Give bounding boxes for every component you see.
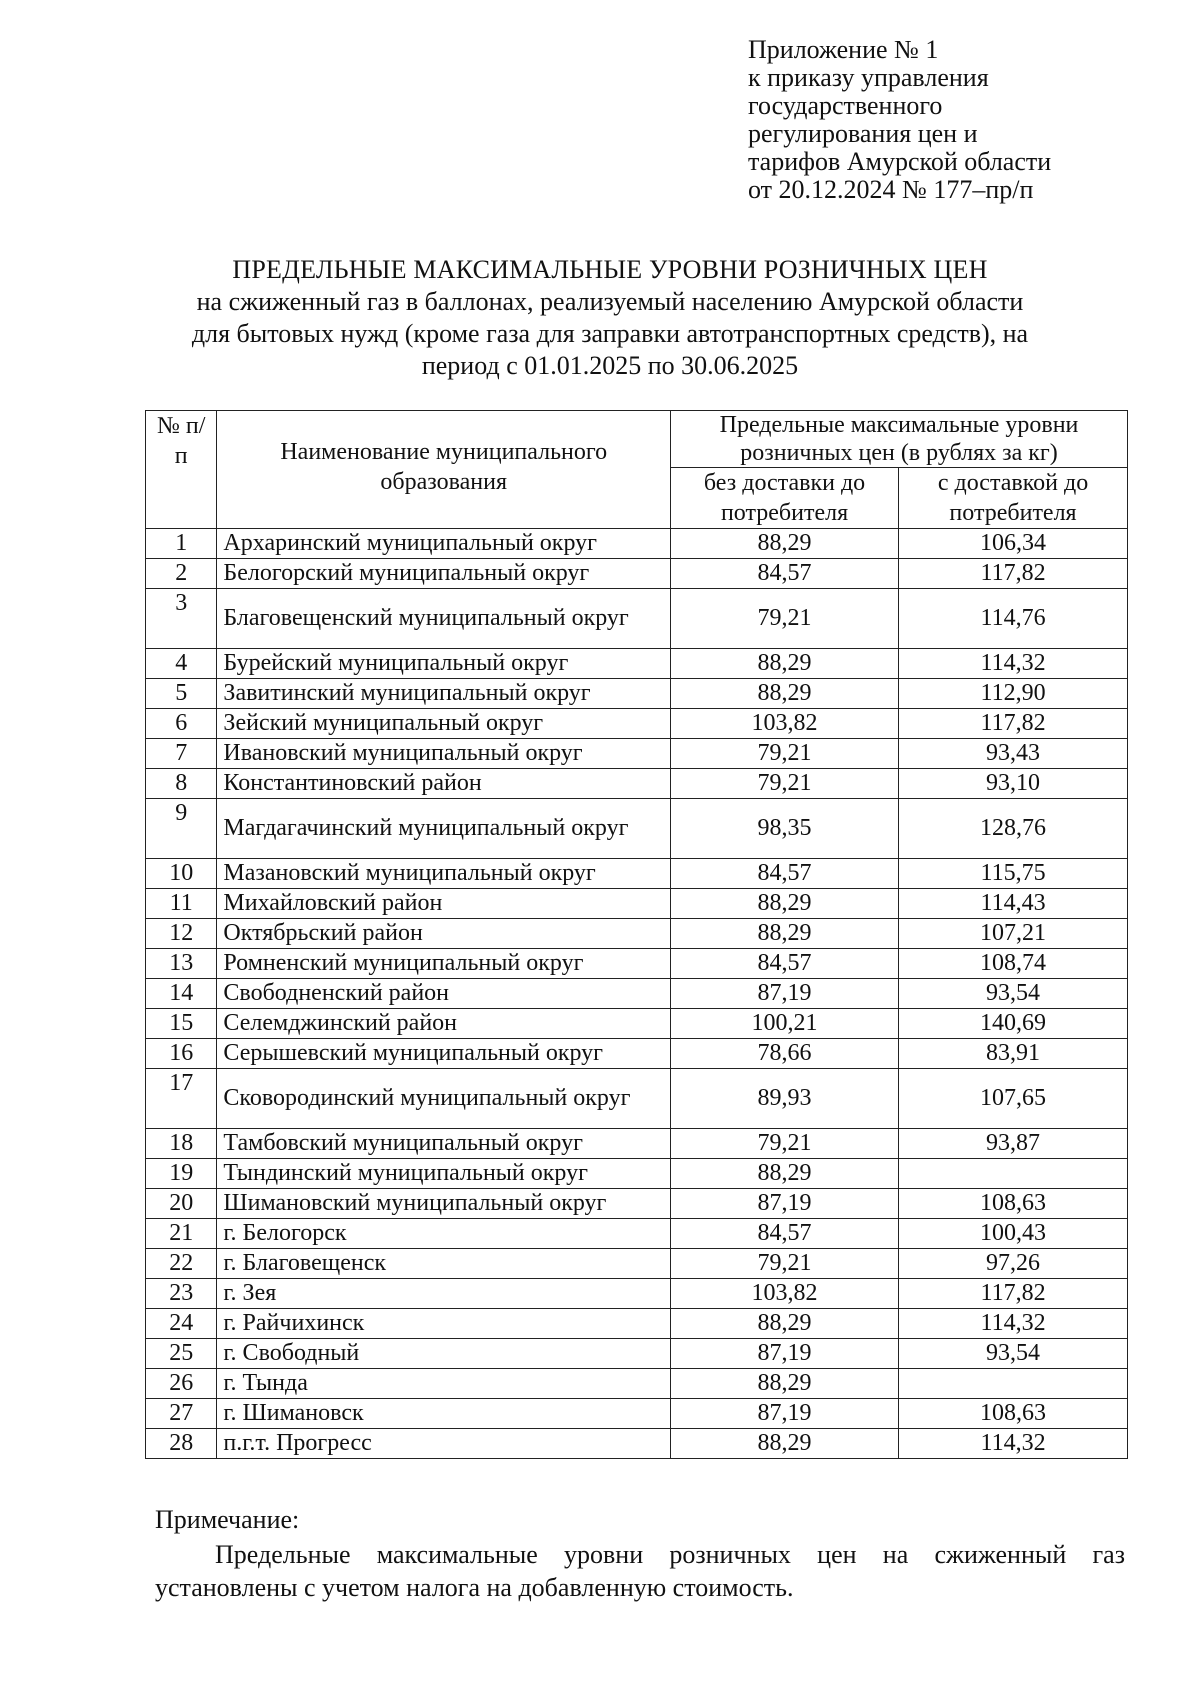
price-with-delivery-cell: 140,69 (899, 1009, 1128, 1039)
municipality-name-cell: Магдагачинский муниципальный округ (217, 799, 671, 859)
price-without-delivery-cell: 87,19 (671, 1399, 899, 1429)
price-with-delivery-cell: 117,82 (899, 709, 1128, 739)
municipality-name-cell: Тындинский муниципальный округ (217, 1159, 671, 1189)
document-title (130, 254, 1090, 382)
table-row (146, 1279, 1128, 1309)
title-heading: ПРЕДЕЛЬНЫЕ МАКСИМАЛЬНЫЕ УРОВНИ РОЗНИЧНЫХ ЦЕН (232, 255, 988, 284)
price-without-delivery-cell: 87,19 (671, 1189, 899, 1219)
table-row (146, 1309, 1128, 1339)
row-number-cell: 5 (146, 679, 217, 709)
municipality-name-cell: Октябрьский район (217, 919, 671, 949)
table-row (146, 979, 1128, 1009)
municipality-name-cell: Архаринский муниципальный округ (217, 529, 671, 559)
price-without-delivery-cell: 103,82 (671, 709, 899, 739)
municipality-name-cell: Ромненский муниципальный округ (217, 949, 671, 979)
table-row (146, 1399, 1128, 1429)
row-number-cell: 22 (146, 1249, 217, 1279)
municipality-name-cell: Благовещенский муниципальный округ (217, 589, 671, 649)
row-number-cell: 28 (146, 1429, 217, 1459)
table-row (146, 769, 1128, 799)
price-with-delivery-cell: 107,65 (899, 1069, 1128, 1129)
appendix-line: тарифов Амурской области (748, 147, 1052, 176)
table-row (146, 1189, 1128, 1219)
table-row (146, 709, 1128, 739)
municipality-name-cell: г. Свободный (217, 1339, 671, 1369)
table-row (146, 859, 1128, 889)
row-number-cell: 16 (146, 1039, 217, 1069)
price-without-delivery-cell: 89,93 (671, 1069, 899, 1129)
header-name: Наименование муниципального образования (217, 411, 671, 529)
price-with-delivery-cell: 114,32 (899, 1309, 1128, 1339)
table-row (146, 1369, 1128, 1399)
price-without-delivery-cell: 79,21 (671, 739, 899, 769)
price-with-delivery-cell: 114,76 (899, 589, 1128, 649)
row-number-cell: 15 (146, 1009, 217, 1039)
appendix-line: к приказу управления (748, 63, 989, 92)
price-with-delivery-cell: 93,54 (899, 1339, 1128, 1369)
note-label: Примечание: (155, 1505, 300, 1534)
table-row (146, 1129, 1128, 1159)
price-without-delivery-cell: 84,57 (671, 559, 899, 589)
price-without-delivery-cell: 78,66 (671, 1039, 899, 1069)
table-row (146, 1159, 1128, 1189)
price-without-delivery-cell: 100,21 (671, 1009, 899, 1039)
row-number-cell: 18 (146, 1129, 217, 1159)
note-text: Предельные максимальные уровни розничных цен на сжиженный газ установлены с учетом налога на добавленную стоимость. (155, 1540, 1125, 1602)
row-number-cell: 19 (146, 1159, 217, 1189)
price-with-delivery-cell: 115,75 (899, 859, 1128, 889)
row-number-cell: 12 (146, 919, 217, 949)
table-row (146, 799, 1128, 859)
municipality-name-cell: Михайловский район (217, 889, 671, 919)
price-without-delivery-cell: 88,29 (671, 529, 899, 559)
municipality-name-cell: Завитинский муниципальный округ (217, 679, 671, 709)
municipality-name-cell: Бурейский муниципальный округ (217, 649, 671, 679)
price-without-delivery-cell: 88,29 (671, 1369, 899, 1399)
price-with-delivery-cell: 107,21 (899, 919, 1128, 949)
price-without-delivery-cell: 103,82 (671, 1279, 899, 1309)
table-row (146, 559, 1128, 589)
price-with-delivery-cell: 93,87 (899, 1129, 1128, 1159)
price-with-delivery-cell: 112,90 (899, 679, 1128, 709)
municipality-name-cell: Свободненский район (217, 979, 671, 1009)
row-number-cell: 10 (146, 859, 217, 889)
price-without-delivery-cell: 84,57 (671, 1219, 899, 1249)
header-without-delivery: без доставки до потребителя (671, 468, 899, 529)
row-number-cell: 13 (146, 949, 217, 979)
price-with-delivery-cell: 114,32 (899, 1429, 1128, 1459)
municipality-name-cell: Сковородинский муниципальный округ (217, 1069, 671, 1129)
price-without-delivery-cell: 88,29 (671, 649, 899, 679)
price-with-delivery-cell: 100,43 (899, 1219, 1128, 1249)
price-with-delivery-cell: 93,10 (899, 769, 1128, 799)
row-number-cell: 9 (146, 799, 217, 859)
municipality-name-cell: Тамбовский муниципальный округ (217, 1129, 671, 1159)
row-number-cell: 27 (146, 1399, 217, 1429)
price-without-delivery-cell: 88,29 (671, 1159, 899, 1189)
title-subline: для бытовых нужд (кроме газа для заправки автотранспортных средств), на (191, 319, 1029, 348)
table-row (146, 1069, 1128, 1129)
price-without-delivery-cell: 88,29 (671, 889, 899, 919)
municipality-name-cell: Ивановский муниципальный округ (217, 739, 671, 769)
row-number-cell: 25 (146, 1339, 217, 1369)
appendix-line: от 20.12.2024 № 177–пр/п (748, 175, 1034, 204)
price-with-delivery-cell: 83,91 (899, 1039, 1128, 1069)
table-row (146, 1339, 1128, 1369)
header-price-group: Предельные максимальные уровни розничных цен (в рублях за кг) (671, 411, 1128, 468)
price-with-delivery-cell: 108,74 (899, 949, 1128, 979)
municipality-name-cell: г. Белогорск (217, 1219, 671, 1249)
price-with-delivery-cell: 97,26 (899, 1249, 1128, 1279)
price-with-delivery-cell: 93,54 (899, 979, 1128, 1009)
table-row (146, 919, 1128, 949)
municipality-name-cell: Серышевский муниципальный округ (217, 1039, 671, 1069)
table-row (146, 1249, 1128, 1279)
table-row (146, 1219, 1128, 1249)
table-row (146, 589, 1128, 649)
price-table-body (146, 529, 1128, 1459)
price-with-delivery-cell: 93,43 (899, 739, 1128, 769)
header-num: № п/п (146, 411, 217, 529)
row-number-cell: 7 (146, 739, 217, 769)
price-with-delivery-cell: 114,43 (899, 889, 1128, 919)
municipality-name-cell: г. Райчихинск (217, 1309, 671, 1339)
table-row (146, 529, 1128, 559)
row-number-cell: 21 (146, 1219, 217, 1249)
row-number-cell: 11 (146, 889, 217, 919)
table-row (146, 679, 1128, 709)
price-with-delivery-cell: 108,63 (899, 1399, 1128, 1429)
table-row (146, 1039, 1128, 1069)
price-without-delivery-cell: 84,57 (671, 949, 899, 979)
table-row (146, 949, 1128, 979)
appendix-reference (748, 36, 1168, 204)
price-without-delivery-cell: 88,29 (671, 1309, 899, 1339)
municipality-name-cell: п.г.т. Прогресс (217, 1429, 671, 1459)
price-without-delivery-cell: 79,21 (671, 1129, 899, 1159)
table-row (146, 1429, 1128, 1459)
row-number-cell: 4 (146, 649, 217, 679)
price-without-delivery-cell: 84,57 (671, 859, 899, 889)
price-without-delivery-cell: 88,29 (671, 1429, 899, 1459)
row-number-cell: 14 (146, 979, 217, 1009)
row-number-cell: 26 (146, 1369, 217, 1399)
price-without-delivery-cell: 87,19 (671, 979, 899, 1009)
table-row (146, 1009, 1128, 1039)
price-without-delivery-cell: 88,29 (671, 679, 899, 709)
price-with-delivery-cell: 108,63 (899, 1189, 1128, 1219)
appendix-line: Приложение № 1 (748, 35, 939, 64)
price-with-delivery-cell: 114,32 (899, 649, 1128, 679)
price-with-delivery-cell (899, 1159, 1128, 1189)
price-without-delivery-cell: 79,21 (671, 589, 899, 649)
municipality-name-cell: Шимановский муниципальный округ (217, 1189, 671, 1219)
price-without-delivery-cell: 98,35 (671, 799, 899, 859)
row-number-cell: 23 (146, 1279, 217, 1309)
municipality-name-cell: г. Шимановск (217, 1399, 671, 1429)
row-number-cell: 3 (146, 589, 217, 649)
row-number-cell: 20 (146, 1189, 217, 1219)
row-number-cell: 6 (146, 709, 217, 739)
row-number-cell: 1 (146, 529, 217, 559)
appendix-line: государственного (748, 91, 943, 120)
municipality-name-cell: Константиновский район (217, 769, 671, 799)
price-with-delivery-cell: 117,82 (899, 559, 1128, 589)
municipality-name-cell: г. Благовещенск (217, 1249, 671, 1279)
price-without-delivery-cell: 79,21 (671, 769, 899, 799)
price-with-delivery-cell: 128,76 (899, 799, 1128, 859)
header-with-delivery: с доставкой до потребителя (899, 468, 1128, 529)
municipality-name-cell: Мазановский муниципальный округ (217, 859, 671, 889)
price-without-delivery-cell: 88,29 (671, 919, 899, 949)
municipality-name-cell: Белогорский муниципальный округ (217, 559, 671, 589)
price-with-delivery-cell (899, 1369, 1128, 1399)
price-with-delivery-cell: 106,34 (899, 529, 1128, 559)
price-without-delivery-cell: 79,21 (671, 1249, 899, 1279)
price-table (145, 410, 1128, 1459)
price-table-header (146, 411, 1128, 529)
municipality-name-cell: Зейский муниципальный округ (217, 709, 671, 739)
table-row (146, 649, 1128, 679)
row-number-cell: 17 (146, 1069, 217, 1129)
row-number-cell: 8 (146, 769, 217, 799)
table-row (146, 739, 1128, 769)
appendix-line: регулирования цен и (748, 119, 978, 148)
title-subline: на сжиженный газ в баллонах, реализуемый населению Амурской области (196, 287, 1024, 316)
row-number-cell: 24 (146, 1309, 217, 1339)
title-period: период с 01.01.2025 по 30.06.2025 (421, 351, 799, 380)
municipality-name-cell: Селемджинский район (217, 1009, 671, 1039)
row-number-cell: 2 (146, 559, 217, 589)
municipality-name-cell: г. Зея (217, 1279, 671, 1309)
price-with-delivery-cell: 117,82 (899, 1279, 1128, 1309)
table-row (146, 889, 1128, 919)
price-without-delivery-cell: 87,19 (671, 1339, 899, 1369)
municipality-name-cell: г. Тында (217, 1369, 671, 1399)
